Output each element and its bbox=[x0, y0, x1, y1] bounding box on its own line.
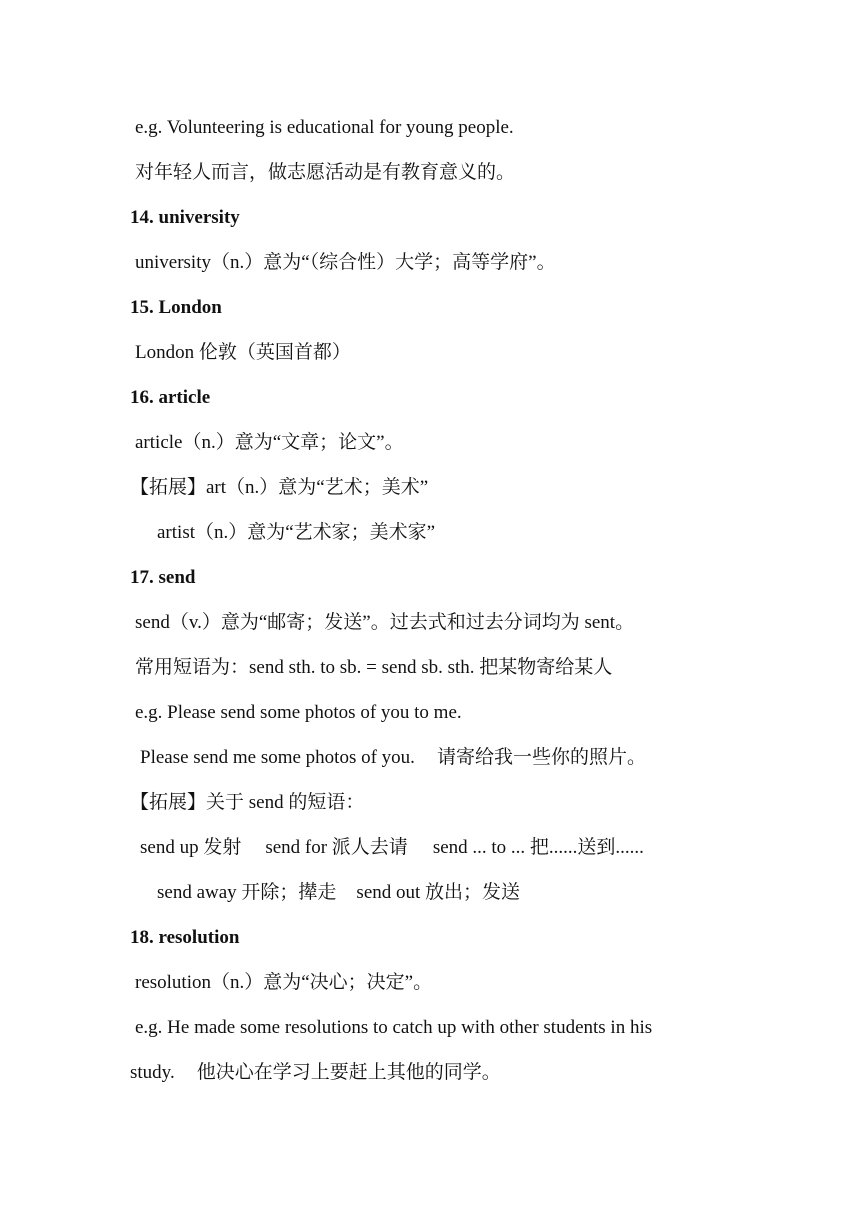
definition-article: article（n.）意为“文章；论文”。 bbox=[135, 432, 404, 453]
phrase-send-for: send for 派人去请 bbox=[265, 837, 408, 858]
phrase-send-up: send up 发射 bbox=[140, 837, 242, 858]
entry-heading-article: 16. article bbox=[130, 387, 211, 408]
definition-resolution: resolution（n.）意为“决心；决定”。 bbox=[135, 972, 433, 993]
example-english-end: study. bbox=[130, 1062, 175, 1083]
phrase-row-2 bbox=[157, 881, 520, 905]
phrase-send-to: send ... to ... 把......送到...... bbox=[432, 837, 644, 858]
definition-university: university（n.）意为“（综合性）大学；高等学府”。 bbox=[135, 252, 556, 273]
entry-heading-london: 15. London bbox=[130, 297, 222, 318]
extension-art: 【拓展】art（n.）意为“艺术；美术” bbox=[130, 477, 429, 498]
definition-send: send（v.）意为“邮寄；发送”。过去式和过去分词均为 sent。 bbox=[135, 612, 635, 633]
entry-heading-send: 17. send bbox=[130, 567, 196, 588]
example-sentence-resolution: e.g. He made some resolutions to catch up with other students in his bbox=[135, 1017, 653, 1038]
phrase-send-away: send away 开除；撵走 bbox=[157, 882, 337, 903]
example-translation: 对年轻人而言，做志愿活动是有教育意义的。 bbox=[135, 162, 516, 183]
example-sentence-resolution-cont bbox=[130, 1061, 501, 1085]
extension-send-phrases: 【拓展】关于 send 的短语： bbox=[130, 792, 365, 813]
example-sentence-send: e.g. Please send some photos of you to me. bbox=[135, 702, 462, 723]
entry-heading-resolution: 18. resolution bbox=[130, 927, 240, 948]
entry-heading-university: 14. university bbox=[130, 207, 240, 228]
example-sentence: e.g. Volunteering is educational for young people. bbox=[135, 117, 514, 138]
example-sentence-send-alt bbox=[140, 746, 646, 770]
definition-london: London 伦敦（英国首都） bbox=[135, 342, 351, 363]
common-phrase-send: 常用短语为：send sth. to sb. = send sb. sth. 把某物寄给某人 bbox=[135, 657, 613, 678]
example-translation: 请寄给我一些你的照片。 bbox=[436, 747, 646, 768]
example-translation: 他决心在学习上要赶上其他的同学。 bbox=[196, 1062, 501, 1083]
extension-artist: artist（n.）意为“艺术家；美术家” bbox=[157, 522, 436, 543]
example-english: Please send me some photos of you. bbox=[140, 747, 415, 768]
phrase-send-out: send out 放出；发送 bbox=[356, 882, 521, 903]
phrase-row-1 bbox=[140, 836, 644, 860]
